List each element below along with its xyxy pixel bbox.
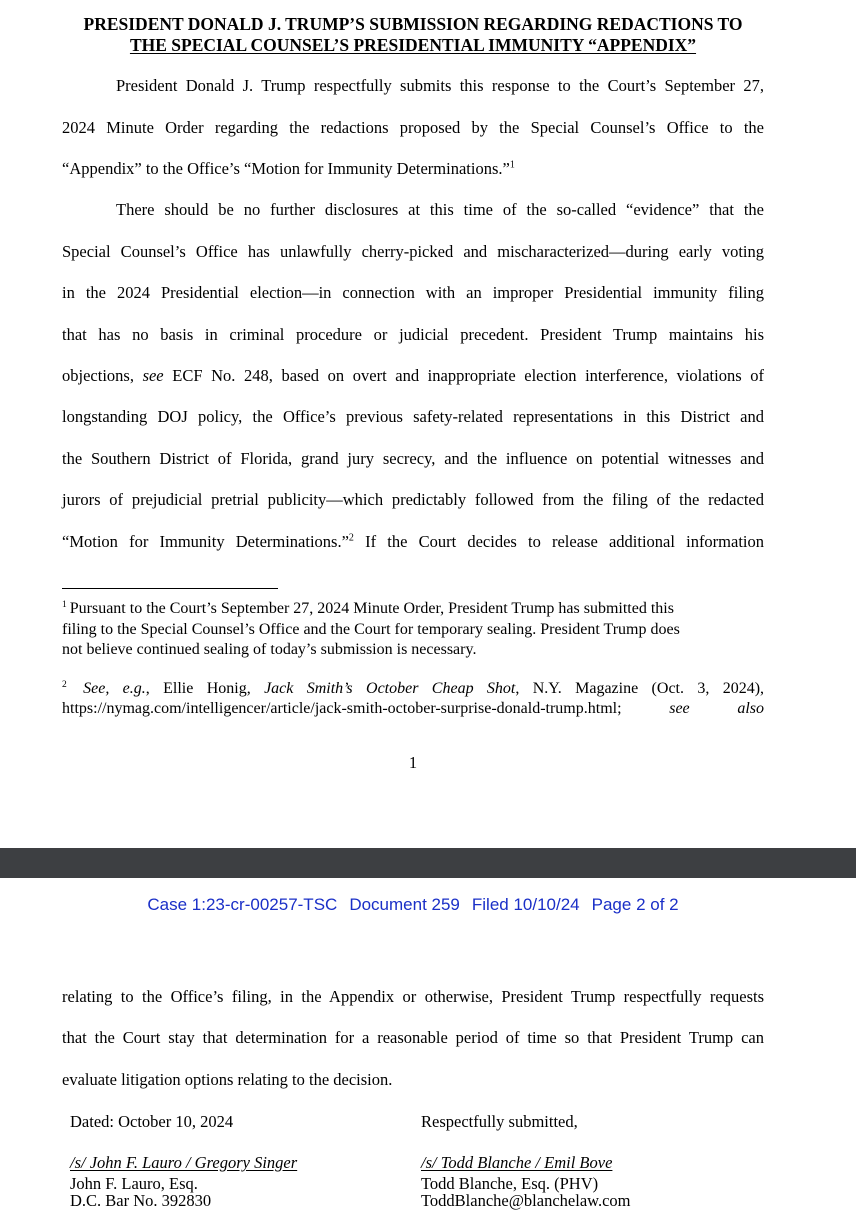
body-line: evaluate litigation options relating to the decision. xyxy=(62,1070,393,1089)
footnote-marker-2: 2 xyxy=(62,679,67,690)
body-line: President Donald J. Trump respectfully submits this response to the Court’s September 27, xyxy=(116,76,764,95)
left-signature: /s/ John F. Lauro / Gregory Singer xyxy=(70,1153,298,1172)
footnote-1-line: not believe continued sealing of today’s submission is necessary. xyxy=(62,641,477,658)
body-line: There should be no further disclosures at this time of the so-called “evidence” that the xyxy=(116,200,764,219)
footnote-1-line: filing to the Special Counsel’s Office and the Court for temporary sealing. President Trump does xyxy=(62,621,680,638)
footnote-2-line xyxy=(62,679,764,699)
body-line: longstanding DOJ policy, the Office’s previous safety-related representations in this District and xyxy=(62,407,764,426)
right-email: ToddBlanche@blanchelaw.com xyxy=(421,1191,631,1210)
body-line: in the 2024 Presidential election—in connection with an improper Presidential immunity filing xyxy=(62,283,764,302)
document-title-line-2: THE SPECIAL COUNSEL’S PRESIDENTIAL IMMUNITY “APPENDIX” xyxy=(129,35,697,55)
document-title-line-1: PRESIDENT DONALD J. TRUMP’S SUBMISSION REGARDING REDACTIONS TO xyxy=(83,14,743,34)
body-text xyxy=(62,532,764,551)
citation-signal: see xyxy=(142,366,164,385)
body-line: that the Court stay that determination for a reasonable period of time so that President Trump can xyxy=(62,1028,764,1047)
respectfully-submitted: Respectfully submitted, xyxy=(421,1112,578,1131)
footnote-1-line xyxy=(62,599,764,619)
body-text: “Appendix” to the Office’s “Motion for Immunity Determinations.” xyxy=(62,159,510,178)
footnote-ref-1: 1 xyxy=(509,159,515,171)
footnote-text: , N.Y. Magazine (Oct. 3, 2024), xyxy=(515,680,765,697)
right-signature: /s/ Todd Blanche / Emil Bove xyxy=(421,1153,613,1172)
page-separator-bar xyxy=(0,848,856,878)
page-number: 1 xyxy=(408,753,418,772)
body-line: relating to the Office’s filing, in the Appendix or otherwise, President Trump respectfully requests xyxy=(62,987,764,1006)
body-line: Special Counsel’s Office has unlawfully cherry-picked and mischaracterized—during early voting xyxy=(62,242,764,261)
document-number: Document 259 xyxy=(349,895,460,914)
body-text: ECF No. 248, based on overt and inappropriate election interference, violations of xyxy=(163,366,764,385)
ecf-filing-header xyxy=(0,894,826,916)
body-line: 2024 Minute Order regarding the redactions proposed by the Special Counsel’s Office to the xyxy=(62,118,764,137)
citation-signal: See, e.g. xyxy=(83,680,146,697)
body-line: the Southern District of Florida, grand jury secrecy, and the influence on potential witnesses and xyxy=(62,449,764,468)
body-line: that has no basis in criminal procedure or judicial precedent. President Trump maintains his xyxy=(62,325,764,344)
dated-line: Dated: October 10, 2024 xyxy=(70,1112,234,1131)
footnote-ref-2: 2 xyxy=(348,532,354,544)
body-text: If the Court decides to release additional information xyxy=(353,532,765,551)
body-line: jurors of prejudicial pretrial publicity—which predictably followed from the filing of the redacted xyxy=(62,490,764,509)
footnote-url: https://nymag.com/intelligencer/article/jack-smith-october-surprise-donald-trump.html; xyxy=(62,700,622,717)
body-text: objections, xyxy=(62,366,143,385)
case-number: Case 1:23-cr-00257-TSC xyxy=(147,895,338,914)
body-line xyxy=(62,365,764,387)
body-line xyxy=(62,158,764,180)
right-attorney-name: Todd Blanche, Esq. (PHV) xyxy=(421,1174,599,1193)
article-title: Jack Smith’s October Cheap Shot xyxy=(264,680,516,697)
filed-date: Filed 10/10/24 xyxy=(471,895,580,914)
footnote-text: , Ellie Honig, xyxy=(145,680,265,697)
body-text: “Motion for Immunity Determinations.” xyxy=(62,532,349,551)
footnote-text: Pursuant to the Court’s September 27, 2024 Minute Order, President Trump has submitted this xyxy=(69,600,674,617)
left-attorney-name: John F. Lauro, Esq. xyxy=(70,1174,198,1193)
page-indicator: Page 2 of 2 xyxy=(591,895,679,914)
body-line xyxy=(62,531,764,553)
footnote-separator xyxy=(62,588,278,589)
left-bar-number: D.C. Bar No. 392830 xyxy=(70,1191,212,1210)
footnote-2-line xyxy=(62,699,764,719)
footnote-marker-1: 1 xyxy=(62,599,67,610)
citation-signal: see also xyxy=(669,700,764,717)
